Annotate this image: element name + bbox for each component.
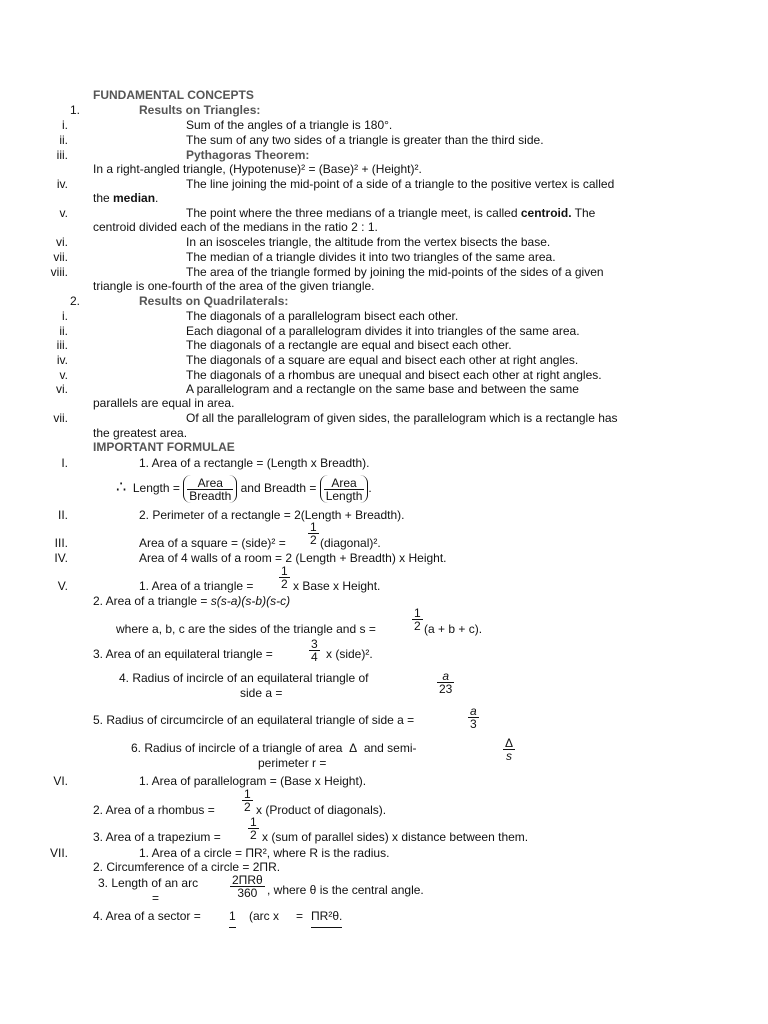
formula-text: x (side)². bbox=[326, 647, 373, 661]
item-text: The diagonals of a square are equal and bisect each other at right angles. bbox=[186, 353, 579, 367]
formula-text: = bbox=[152, 891, 160, 905]
formula-text: where a, b, c are the sides of the triangle and s = bbox=[116, 622, 376, 636]
formula-text: x (Product of diagonals). bbox=[256, 803, 387, 817]
fraction-a-root3: $\frac{a}{3}$ bbox=[470, 704, 477, 731]
fraction-arc-length: $\frac{\text{2ΠRθ}}{360}$ bbox=[232, 873, 263, 900]
item-text: In an isosceles triangle, the altitude from the vertex bisects the base. bbox=[186, 235, 551, 249]
item-number: vi. bbox=[56, 235, 68, 249]
item-text: A parallelogram and a rectangle on the same base and between the same bbox=[186, 382, 579, 396]
item-number: iii. bbox=[56, 148, 68, 162]
section-heading-triangles: Results on Triangles: bbox=[139, 103, 261, 117]
formula-text: 1. Area of a triangle = bbox=[139, 579, 254, 593]
section-number: 2. bbox=[69, 294, 80, 308]
roman-numeral: I. bbox=[61, 456, 68, 470]
item-number: ii. bbox=[59, 133, 68, 147]
formula-text: x Base x Height. bbox=[293, 579, 381, 593]
section-title: FUNDAMENTAL CONCEPTS bbox=[93, 88, 254, 102]
formula-text: 2. Area of a rhombus = bbox=[93, 803, 215, 817]
formula-text: Area of 4 walls of a room = 2 (Length + Breadth) x Height. bbox=[139, 551, 447, 565]
formula-length-breadth: ∴ Length = $\frac{\text{Area}}{\text{Breadth}}$ and Breadth = $\frac{\text{Area}}{\text{Length}}$ . bbox=[116, 476, 372, 504]
roman-numeral: VII. bbox=[49, 846, 68, 860]
formula-text: 3. Area of a trapezium = bbox=[93, 830, 221, 844]
roman-numeral: II. bbox=[57, 508, 68, 522]
formula-text: x (sum of parallel sides) x distance between them. bbox=[262, 830, 529, 844]
formula-text: 4. Radius of incircle of an equilateral triangle of bbox=[119, 671, 369, 685]
formula-text: 1. Area of a rectangle = (Length x Breadth). bbox=[139, 456, 370, 470]
formula-text: 2. Perimeter of a rectangle = 2(Length + Breadth). bbox=[139, 508, 405, 522]
item-text: The sum of any two sides of a triangle is greater than the third side. bbox=[186, 133, 544, 147]
item-text: The point where the three medians of a triangle meet, is called centroid. The bbox=[186, 206, 596, 220]
fraction-half: $\frac{1}{2}$ bbox=[250, 815, 257, 842]
item-number: v. bbox=[59, 206, 68, 220]
item-number: iv. bbox=[56, 353, 68, 367]
formula-text: side a = bbox=[240, 686, 283, 700]
item-number: vii. bbox=[53, 250, 68, 264]
roman-numeral: V. bbox=[57, 579, 68, 593]
roman-numeral: III. bbox=[54, 536, 68, 550]
item-number: vi. bbox=[56, 382, 68, 396]
item-number: i. bbox=[62, 309, 68, 323]
fraction-half: $\frac{1}{2}$ bbox=[414, 606, 421, 633]
formula-text: Area of a square = (side)² = bbox=[139, 536, 286, 550]
formula-text: ΠR²θ. bbox=[311, 909, 342, 928]
formula-text: perimeter r = bbox=[258, 756, 327, 770]
item-number: iii. bbox=[56, 338, 68, 352]
item-text: the median. bbox=[93, 191, 159, 205]
item-text: the greatest area. bbox=[93, 426, 188, 440]
item-text: The median of a triangle divides it into two triangles of the same area. bbox=[186, 250, 556, 264]
item-text: The area of the triangle formed by joining the mid-points of the sides of a given bbox=[186, 265, 604, 279]
formula-text: , where θ is the central angle. bbox=[267, 883, 424, 897]
formula-text: 1. Area of parallelogram = (Base x Height). bbox=[139, 774, 367, 788]
fraction-half-partial: 1 bbox=[229, 909, 236, 928]
pythagoras-heading: Pythagoras Theorem: bbox=[186, 148, 310, 162]
item-text: The line joining the mid-point of a side of a triangle to the positive vertex is called bbox=[186, 177, 615, 191]
section-title-formulae: IMPORTANT FORMULAE bbox=[93, 440, 235, 454]
formula-text: 2. Circumference of a circle = 2ΠR. bbox=[93, 860, 281, 874]
fraction-a-2root3: $\frac{a}{23}$ bbox=[439, 669, 453, 696]
item-text: centroid divided each of the medians in the ratio 2 : 1. bbox=[93, 220, 378, 234]
roman-numeral: IV. bbox=[54, 551, 68, 565]
item-text: Each diagonal of a parallelogram divides it into triangles of the same area. bbox=[186, 324, 580, 338]
fraction-delta-s: $\frac{\Delta}{s}$ bbox=[505, 736, 514, 763]
formula-text: 6. Radius of incircle of a triangle of area Δ and semi- bbox=[131, 741, 417, 755]
item-number: v. bbox=[59, 368, 68, 382]
item-number: vii. bbox=[53, 411, 68, 425]
item-number: i. bbox=[62, 118, 68, 132]
item-text: parallels are equal in area. bbox=[93, 396, 235, 410]
item-text: In a right-angled triangle, (Hypotenuse)² = (Base)² + (Height)². bbox=[93, 162, 422, 176]
formula-text: (arc x bbox=[249, 909, 279, 923]
item-text: Of all the parallelogram of given sides, the parallelogram which is a rectangle has bbox=[186, 411, 618, 425]
roman-numeral: VI. bbox=[53, 774, 68, 788]
item-text: triangle is one-fourth of the area of the given triangle. bbox=[93, 279, 375, 293]
item-number: ii. bbox=[59, 324, 68, 338]
item-text: The diagonals of a parallelogram bisect each other. bbox=[186, 309, 459, 323]
item-text: The diagonals of a rhombus are unequal and bisect each other at right angles. bbox=[186, 368, 602, 382]
formula-text: (a + b + c). bbox=[424, 622, 483, 636]
formula-text: 4. Area of a sector = bbox=[93, 909, 201, 923]
fraction-half: $\frac{1}{2}$ bbox=[281, 564, 288, 591]
formula-text: 5. Radius of circumcircle of an equilateral triangle of side a = bbox=[93, 713, 415, 727]
formula-text: 2. Area of a triangle = s(s-a)(s-b)(s-c) bbox=[93, 594, 291, 608]
item-text: Sum of the angles of a triangle is 180°. bbox=[186, 118, 393, 132]
fraction-root3-4: $\frac{3}{4}$ bbox=[311, 637, 318, 664]
fraction-half: $\frac{1}{2}$ bbox=[244, 787, 251, 814]
formula-text: = bbox=[296, 909, 304, 923]
formula-text: 3. Length of an arc bbox=[98, 876, 199, 890]
item-text: The diagonals of a rectangle are equal and bisect each other. bbox=[186, 338, 512, 352]
section-number: 1. bbox=[69, 103, 80, 117]
section-heading-quadrilaterals: Results on Quadrilaterals: bbox=[139, 294, 289, 308]
item-number: viii. bbox=[50, 265, 68, 279]
item-number: iv. bbox=[56, 177, 68, 191]
fraction-half: $\frac{1}{2}$ bbox=[310, 520, 317, 547]
formula-text: (diagonal)². bbox=[320, 536, 381, 550]
formula-text: 3. Area of an equilateral triangle = bbox=[93, 647, 273, 661]
formula-text: 1. Area of a circle = ΠR², where R is the radius. bbox=[139, 846, 390, 860]
